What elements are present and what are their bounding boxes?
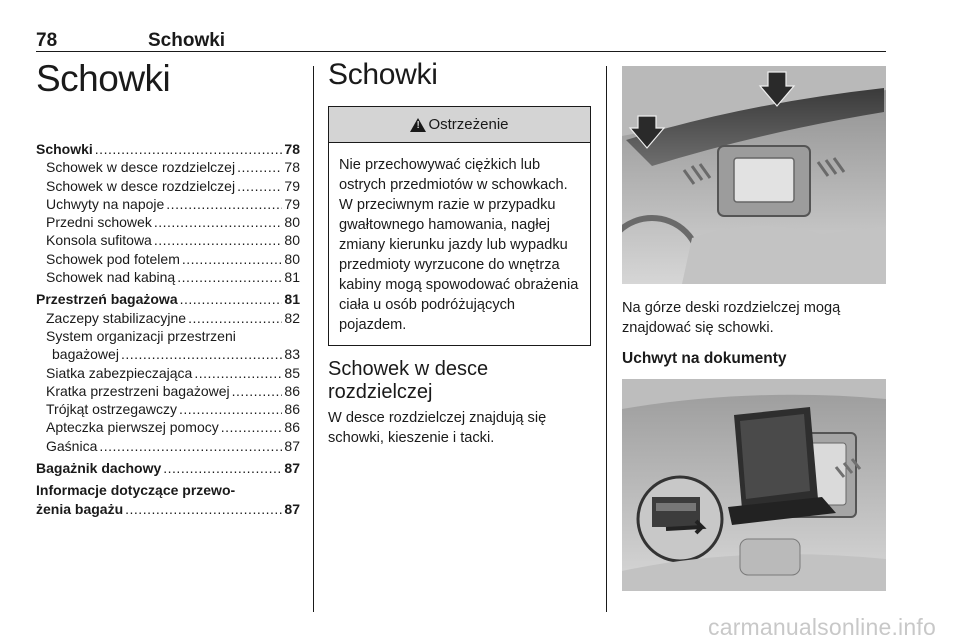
toc-entry-title: Bagażnik dachowy [36, 460, 162, 477]
toc-entry-page: 82 [284, 309, 300, 326]
toc-entry-title: Schowek w desce rozdzielczej [46, 177, 236, 194]
toc-entry-page: 86 [284, 419, 300, 436]
toc-entry-title: Zaczepy stabilizacyjne [46, 309, 187, 326]
toc-leader [221, 418, 283, 436]
running-section-title: Schowki [148, 30, 226, 51]
toc-leader [177, 268, 282, 286]
toc-entry-title: żenia bagażu [36, 500, 124, 517]
warning-header [329, 107, 590, 143]
toc-entry-title: Trójkąt ostrzegawczy [46, 401, 177, 418]
toc-entry-continued[interactable] [36, 500, 300, 518]
toc-leader [237, 177, 282, 195]
toc-entry-page: 81 [284, 291, 300, 308]
toc-leader [99, 437, 282, 455]
toc-entry-page: 78 [284, 159, 300, 176]
toc-leader [179, 400, 282, 418]
toc-entry[interactable] [36, 364, 300, 382]
toc-entry-page: 87 [284, 500, 300, 517]
toc-entry[interactable] [36, 400, 300, 418]
document-holder-illustration [622, 379, 886, 591]
toc-entry[interactable] [36, 140, 300, 158]
toc-entry-title: Uchwyty na napoje [46, 195, 165, 212]
toc-entry-continued[interactable] [36, 345, 300, 363]
toc-leader [154, 213, 283, 231]
toc-entry-title: Konsola sufitowa [46, 232, 152, 249]
dashboard-storage-photo [622, 66, 886, 284]
warning-box [328, 106, 591, 346]
toc-leader [180, 290, 283, 308]
warning-text: Nie przechowywać ciężkich lub ostrych przedmiotów w schowkach. W przeciwnym razie w przypadku gwałtownego hamowania, nagłej zmiany kierunku jazdy lub wypadku przedmioty wyrzucone do wnętrza kabiny mogą spowodować obrażenia ciała u osób podróżujących pojazdem. [339, 157, 579, 333]
toc-leader [163, 459, 282, 477]
toc-entry-page: 86 [284, 401, 300, 418]
toc-entry-page: 87 [284, 460, 300, 477]
toc-entry[interactable] [36, 459, 300, 477]
toc-entry-page: 80 [284, 214, 300, 231]
toc-entry[interactable] [36, 158, 300, 176]
section-heading: Schowek w desce rozdzielczej [328, 358, 489, 403]
toc-entry[interactable] [36, 481, 300, 499]
toc-entry-title: Przestrzeń bagażowa [36, 291, 178, 308]
toc-entry-title: Przedni schowek [46, 214, 152, 231]
dashboard-illustration [622, 66, 886, 284]
warning-label: Ostrzeżenie [428, 116, 509, 133]
toc-entry-title: Schowek pod fotelem [46, 250, 180, 267]
toc-entry-page: 87 [284, 437, 300, 454]
main-column [328, 58, 592, 448]
toc-entry[interactable] [36, 231, 300, 249]
toc-entry-title: Schowek nad kabiną [46, 269, 176, 286]
toc-leader [182, 250, 283, 268]
toc-entry-page: 86 [284, 382, 300, 399]
watermark: carmanualsonline.info [708, 614, 936, 640]
toc-leader [232, 382, 283, 400]
toc-entry-title: Informacje dotyczące przewo- [36, 482, 236, 499]
toc-entry[interactable] [36, 437, 300, 455]
toc-entry[interactable] [36, 382, 300, 400]
photo-caption: Na górze deski rozdzielczej mogą znajdować się schowki. [622, 300, 841, 336]
toc-entry-title: Gaśnica [46, 437, 98, 454]
toc-leader [237, 158, 282, 176]
running-header [36, 30, 886, 52]
toc-leader [121, 345, 282, 363]
toc-leader [194, 364, 282, 382]
toc-column [36, 58, 300, 518]
toc-entry[interactable] [36, 268, 300, 286]
image-column [622, 66, 886, 591]
toc-entry[interactable] [36, 177, 300, 195]
toc-leader [125, 500, 282, 518]
toc-entry-page: 78 [284, 141, 300, 157]
toc-entry[interactable] [36, 213, 300, 231]
column-divider-right [606, 66, 607, 612]
toc-entry[interactable] [36, 418, 300, 436]
toc-entry-title: Apteczka pierwszej pomocy [46, 419, 219, 436]
toc-list [36, 140, 300, 518]
toc-entry[interactable] [36, 250, 300, 268]
page-number: 78 [36, 30, 58, 51]
section-text: W desce rozdzielczej znajdują się schowki, kieszenie i tacki. [328, 410, 547, 446]
toc-entry-title: Schowek w desce rozdzielczej [46, 159, 236, 176]
toc-leader [154, 231, 283, 249]
toc-leader [166, 195, 282, 213]
toc-entry[interactable] [36, 195, 300, 213]
document-holder-photo [622, 379, 886, 591]
warning-triangle-icon [410, 118, 426, 132]
toc-entry-page: 79 [284, 177, 300, 194]
toc-entry-title: Kratka przestrzeni bagażowej [46, 382, 230, 399]
toc-title: Schowki [36, 58, 171, 99]
toc-entry-title: Schowki [36, 141, 93, 157]
toc-entry-page: 79 [284, 195, 300, 212]
toc-entry-page: 80 [284, 250, 300, 267]
toc-entry-title: System organizacji przestrzeni [46, 327, 236, 344]
toc-leader [188, 309, 282, 327]
toc-leader [95, 140, 283, 158]
toc-entry[interactable] [36, 327, 300, 345]
toc-entry-page: 85 [284, 364, 300, 381]
toc-entry[interactable] [36, 309, 300, 327]
toc-entry-page: 81 [284, 269, 300, 286]
toc-entry-page: 83 [284, 346, 300, 363]
toc-entry-page: 80 [284, 232, 300, 249]
subsection-heading: Uchwyt na dokumenty [622, 350, 787, 367]
toc-entry-title: Siatka zabezpieczająca [46, 364, 193, 381]
toc-entry[interactable] [36, 290, 300, 308]
main-title: Schowki [328, 58, 438, 91]
column-divider-left [313, 66, 314, 612]
toc-entry-title: bagażowej [52, 346, 119, 363]
